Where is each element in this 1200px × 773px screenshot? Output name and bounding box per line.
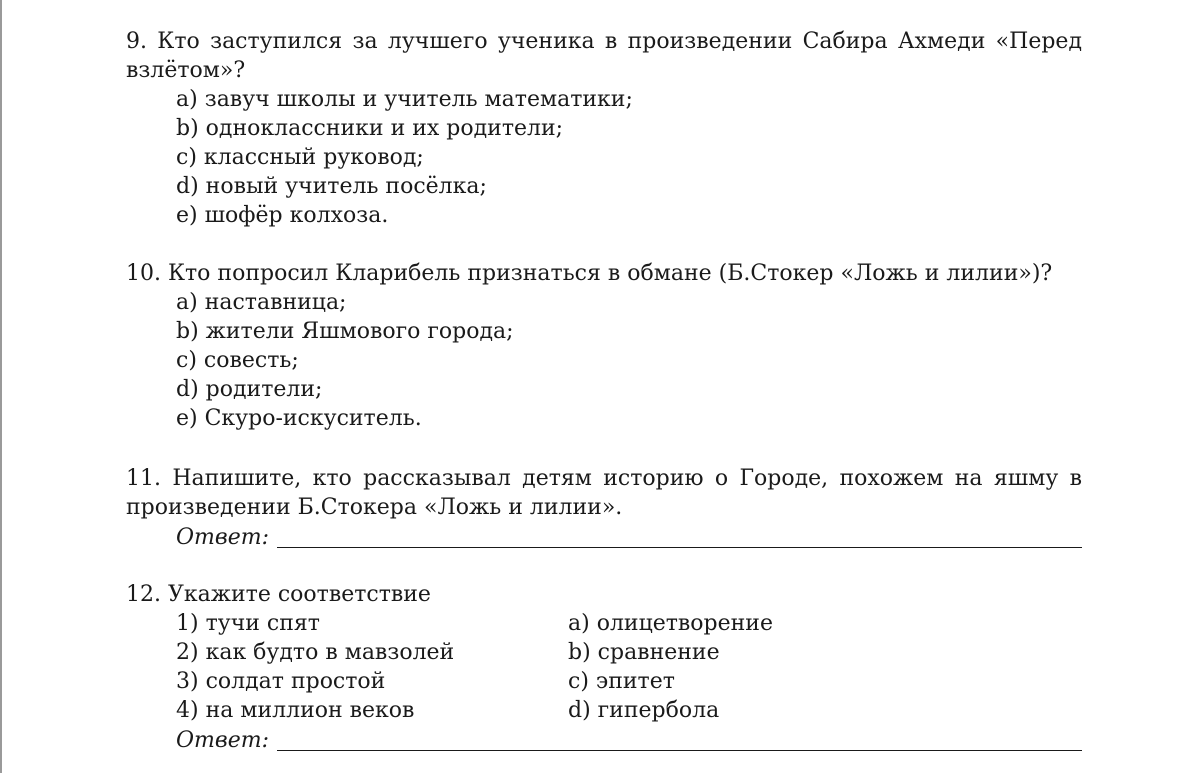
matching-left-item-4: 4) на миллион веков [176,698,415,723]
matching-right-item-b: b) сравнение [568,640,720,665]
question-10 [126,259,1082,433]
question-10-text: 10. Кто попросил Кларибель признаться в обмане (Б.Стокер «Ложь и лилии»)? [126,261,1053,286]
question-10-options [126,288,1082,433]
question-9-option-b: b) одноклассники и их родители; [176,116,564,141]
question-12-answer-row [126,725,1082,755]
matching-right-column [568,609,773,725]
question-9 [126,27,1082,230]
matching-right-item-c: c) эпитет [568,669,675,694]
matching-right-item-a: a) олицетворение [568,611,773,636]
matching-left-item-3: 3) солдат простой [176,669,386,694]
matching-right-item-d: d) гипербола [568,698,720,723]
question-12-text: 12. Укажите соответствие [126,582,431,607]
question-10-option-c: c) совесть; [176,348,299,373]
question-11 [126,464,1082,552]
question-9-option-e: e) шофёр колхоза. [176,203,389,228]
question-10-option-b: b) жители Яшмового города; [176,319,514,344]
answer-label: Ответ: [176,728,269,753]
matching-left-column [176,609,568,725]
answer-blank-line[interactable] [277,750,1082,751]
question-11-text: 11. Напишите, кто рассказывал детям историю о Городе, похожем на яшму в произведении Б.Стокера «Ложь и лилии». [126,466,1082,520]
matching-table [126,609,1082,725]
question-9-options [126,85,1082,230]
question-10-option-d: d) родители; [176,377,323,402]
question-10-option-e: e) Скуро-искуситель. [176,406,422,431]
question-9-text: 9. Кто заступился за лучшего ученика в произведении Сабира Ахмеди «Перед взлётом»? [126,29,1082,83]
question-9-option-c: c) классный руковод; [176,145,424,170]
matching-left-item-2: 2) как будто в мавзолей [176,640,455,665]
question-11-answer-row [126,522,1082,552]
question-12 [126,580,1082,755]
question-9-option-a: a) завуч школы и учитель математики; [176,87,633,112]
question-10-option-a: a) наставница; [176,290,347,315]
answer-blank-line[interactable] [277,547,1082,548]
answer-label: Ответ: [176,525,269,550]
matching-left-item-1: 1) тучи спят [176,611,320,636]
question-9-option-d: d) новый учитель посёлка; [176,174,487,199]
